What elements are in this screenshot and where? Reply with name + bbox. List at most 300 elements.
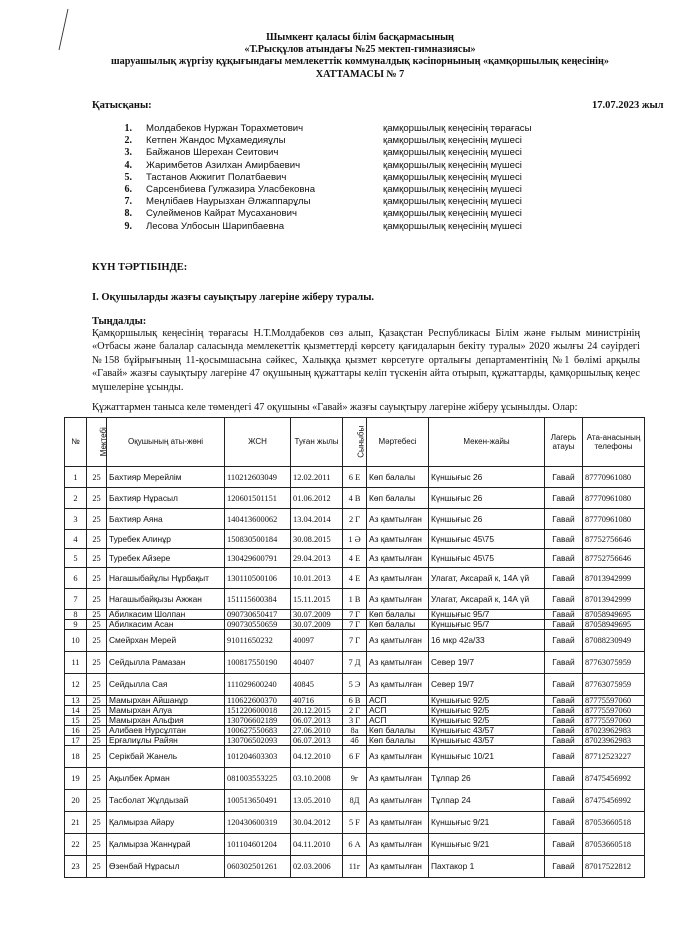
- row-number: 19: [65, 768, 87, 790]
- birth-date: 13.05.2010: [291, 790, 343, 812]
- body-paragraph-2: Құжаттармен таныса келе төмендегі 47 оқушыны «Гавай» жазғы сауықтыру лагеріне жіберу ұсынылды. Олар:: [92, 402, 578, 413]
- birth-date: 40407: [291, 652, 343, 674]
- status: Аз қамтылған: [367, 746, 429, 768]
- participant-number: 1.: [124, 123, 132, 134]
- row-number: 9: [65, 620, 87, 630]
- parent-phone: 87775597060: [583, 696, 645, 706]
- birth-date: 30.07.2009: [291, 620, 343, 630]
- table-row: [65, 834, 645, 856]
- row-school: 25: [87, 467, 107, 488]
- camp: Гавай: [545, 716, 583, 726]
- table-row: [65, 530, 645, 549]
- participant-row: [118, 147, 588, 159]
- row-number: 10: [65, 630, 87, 652]
- birth-date: 10.01.2013: [291, 568, 343, 589]
- participant-name: Байжанов Шерехан Сеитович: [146, 147, 279, 159]
- row-number: 7: [65, 589, 87, 610]
- camp: Гавай: [545, 736, 583, 746]
- class: 6 Е: [343, 467, 367, 488]
- participant-role: қамқоршылық кеңесінің мүшесі: [383, 183, 522, 195]
- parent-phone: 87763075959: [583, 674, 645, 696]
- participant-row: [118, 221, 588, 233]
- address: Күншығыс 10/21: [429, 746, 545, 768]
- row-school: 25: [87, 589, 107, 610]
- row-number: 21: [65, 812, 87, 834]
- table-row: [65, 856, 645, 878]
- row-number: 15: [65, 716, 87, 726]
- participant-role: қамқоршылық кеңесінің мүшесі: [383, 159, 522, 171]
- class: 1 Ә: [343, 530, 367, 549]
- student-iin: 111029600240: [225, 674, 291, 696]
- row-school: 25: [87, 630, 107, 652]
- birth-date: 40845: [291, 674, 343, 696]
- document-date: 17.07.2023 жыл: [592, 100, 664, 111]
- row-school: 25: [87, 726, 107, 736]
- address: Тұлпар 26: [429, 768, 545, 790]
- student-iin: 91011650232: [225, 630, 291, 652]
- col-header-name: Оқушының аты-жөні: [107, 418, 225, 467]
- status: Көп балалы: [367, 467, 429, 488]
- row-number: 3: [65, 509, 87, 530]
- table-row: [65, 630, 645, 652]
- status: АСП: [367, 706, 429, 716]
- participant-role: қамқоршылық кеңесінің мүшесі: [383, 171, 522, 183]
- row-number: 13: [65, 696, 87, 706]
- participant-row: [118, 172, 588, 184]
- address: Күншығыс 45\75: [429, 530, 545, 549]
- birth-date: 30.04.2012: [291, 812, 343, 834]
- status: Аз қамтылған: [367, 630, 429, 652]
- address: Күншығыс 9/21: [429, 812, 545, 834]
- participant-number: 3.: [124, 147, 132, 159]
- student-iin: 101104601204: [225, 834, 291, 856]
- student-name: Абилкасим Шолпан: [107, 610, 225, 620]
- student-name: Алибаев Нурсұлтан: [107, 726, 225, 736]
- participant-row: [118, 160, 588, 172]
- class: 6 В: [343, 696, 367, 706]
- row-school: 25: [87, 736, 107, 746]
- students-table: [64, 417, 645, 878]
- student-name: Ақылбек Арман: [107, 768, 225, 790]
- participant-number: 7.: [124, 196, 132, 208]
- class: 4б: [343, 736, 367, 746]
- birth-date: 30.07.2009: [291, 610, 343, 620]
- camp: Гавай: [545, 674, 583, 696]
- birth-date: 40097: [291, 630, 343, 652]
- participant-name: Сарсенбиева Гулжазира Уласбековна: [146, 183, 316, 195]
- camp: Гавай: [545, 549, 583, 568]
- birth-date: 13.04.2014: [291, 509, 343, 530]
- address: 16 мкр 42а/33: [429, 630, 545, 652]
- row-school: 25: [87, 768, 107, 790]
- camp: Гавай: [545, 834, 583, 856]
- table-body: [65, 467, 645, 878]
- row-number: 20: [65, 790, 87, 812]
- birth-date: 12.02.2011: [291, 467, 343, 488]
- student-iin: 100513650491: [225, 790, 291, 812]
- birth-date: 06.07.2013: [291, 716, 343, 726]
- birth-date: 20.12.2015: [291, 706, 343, 716]
- status: Көп балалы: [367, 736, 429, 746]
- student-name: Қалмырза Жаннұрай: [107, 834, 225, 856]
- birth-date: 04.11.2010: [291, 834, 343, 856]
- table-row: [65, 726, 645, 736]
- camp: Гавай: [545, 746, 583, 768]
- participant-name: Меңлібаев Наурызхан Әлжаппарұлы: [146, 196, 311, 208]
- student-name: Серікбай Жанель: [107, 746, 225, 768]
- student-name: Тасболат Жұлдызай: [107, 790, 225, 812]
- parent-phone: 87775597060: [583, 716, 645, 726]
- birth-date: 02.03.2006: [291, 856, 343, 878]
- row-school: 25: [87, 706, 107, 716]
- table-row: [65, 790, 645, 812]
- student-iin: 110622600370: [225, 696, 291, 706]
- row-number: 8: [65, 610, 87, 620]
- status: Аз қамтылған: [367, 768, 429, 790]
- camp: Гавай: [545, 652, 583, 674]
- birth-date: 06.07.2013: [291, 736, 343, 746]
- student-name: Туребек Айзере: [107, 549, 225, 568]
- col-header-birthdate: Туған жылы: [291, 418, 343, 467]
- row-school: 25: [87, 610, 107, 620]
- row-number: 17: [65, 736, 87, 746]
- class: 7 Г: [343, 610, 367, 620]
- row-school: 25: [87, 568, 107, 589]
- row-number: 12: [65, 674, 87, 696]
- row-school: 25: [87, 812, 107, 834]
- parent-phone: 87770961080: [583, 488, 645, 509]
- table-row: [65, 736, 645, 746]
- birth-date: 27.06.2010: [291, 726, 343, 736]
- address: Күншығыс 92/5: [429, 696, 545, 706]
- student-name: Мамырхан Альфия: [107, 716, 225, 726]
- birth-date: 29.04.2013: [291, 549, 343, 568]
- header-line-2: «Т.Рысқұлов атындағы №25 мектеп-гимназиясы»: [244, 44, 476, 55]
- row-school: 25: [87, 674, 107, 696]
- class: 5 F: [343, 812, 367, 834]
- class: 9г: [343, 768, 367, 790]
- camp: Гавай: [545, 589, 583, 610]
- participant-number: 8.: [124, 208, 132, 220]
- class: 7 Д: [343, 652, 367, 674]
- camp: Гавай: [545, 467, 583, 488]
- class: 6 А: [343, 834, 367, 856]
- status: Көп балалы: [367, 620, 429, 630]
- row-number: 18: [65, 746, 87, 768]
- table-row: [65, 488, 645, 509]
- table-row: [65, 467, 645, 488]
- camp: Гавай: [545, 768, 583, 790]
- student-name: Мамырхан Алуа: [107, 706, 225, 716]
- table-row: [65, 716, 645, 726]
- row-school: 25: [87, 790, 107, 812]
- student-name: Абилкасим Асан: [107, 620, 225, 630]
- student-iin: 090730550659: [225, 620, 291, 630]
- parent-phone: 87013942999: [583, 568, 645, 589]
- participant-number: 9.: [124, 220, 132, 232]
- student-name: Сейдылла Рамазан: [107, 652, 225, 674]
- birth-date: 30.08.2015: [291, 530, 343, 549]
- parent-phone: 87013942999: [583, 589, 645, 610]
- class: 2 Г: [343, 706, 367, 716]
- participant-role: қамқоршылық кеңесінің мүшесі: [383, 196, 522, 208]
- participant-number: 6.: [124, 183, 132, 195]
- parent-phone: 87712523227: [583, 746, 645, 768]
- camp: Гавай: [545, 856, 583, 878]
- col-header-iin: ЖСН: [225, 418, 291, 467]
- student-iin: 130706602189: [225, 716, 291, 726]
- class: 4 Е: [343, 549, 367, 568]
- table-row: [65, 696, 645, 706]
- camp: Гавай: [545, 610, 583, 620]
- status: Аз қамтылған: [367, 790, 429, 812]
- parent-phone: 87017522812: [583, 856, 645, 878]
- status: Аз қамтылған: [367, 530, 429, 549]
- row-number: 11: [65, 652, 87, 674]
- parent-phone: 87058949695: [583, 620, 645, 630]
- participant-name: Кетпен Жандос Мұхамедияұлы: [146, 135, 286, 147]
- table-row: [65, 674, 645, 696]
- heard-label: Тыңдалды:: [92, 316, 147, 327]
- row-number: 23: [65, 856, 87, 878]
- camp: Гавай: [545, 630, 583, 652]
- class: 5 Э: [343, 674, 367, 696]
- status: Аз қамтылған: [367, 856, 429, 878]
- student-name: Өзенбай Нұрасыл: [107, 856, 225, 878]
- student-iin: 130429600791: [225, 549, 291, 568]
- status: Аз қамтылған: [367, 812, 429, 834]
- class: 8а: [343, 726, 367, 736]
- table-row: [65, 746, 645, 768]
- pen-mark-icon: [56, 8, 70, 52]
- parent-phone: 87770961080: [583, 467, 645, 488]
- birth-date: 01.06.2012: [291, 488, 343, 509]
- student-name: Бахтияр Аяна: [107, 509, 225, 530]
- student-iin: 090730650417: [225, 610, 291, 620]
- row-school: 25: [87, 652, 107, 674]
- student-name: Ерғалиұлы Райян: [107, 736, 225, 746]
- status: Аз қамтылған: [367, 834, 429, 856]
- camp: Гавай: [545, 530, 583, 549]
- body-paragraph: Қамқоршылық кеңесінің төрағасы Н.Т.Молдабеков сөз алып, Қазақстан Республикасы Білім және ғылым министрінің «Отбасы және балалар саласында мемлекеттік қызметтерді көрсету қағидаларын бекіту туралы» 2020 жылғы 24 сәуірдегі №158 бұйрығының 11-қосымшасына сәйкес, Халыққа қызмет көрсетуге орталығы департаментінің №1 бөлімі арқылы «Гавай» жазғы сауықтыру лагеріне 47 оқушының құжаттары келіп түскенін айта отырып, құжаттарды, қамқоршылық кеңес мүшелеріне ұсынды.: [92, 328, 640, 393]
- parent-phone: 87053660518: [583, 834, 645, 856]
- camp: Гавай: [545, 509, 583, 530]
- participant-name: Сулейменов Кайрат Мусаханович: [146, 208, 297, 220]
- student-iin: 060302501261: [225, 856, 291, 878]
- camp: Гавай: [545, 568, 583, 589]
- student-iin: 150830500184: [225, 530, 291, 549]
- parent-phone: 87475456992: [583, 768, 645, 790]
- address: Күншығыс 26: [429, 467, 545, 488]
- student-name: Бахтияр Нұрасыл: [107, 488, 225, 509]
- status: АСП: [367, 716, 429, 726]
- address: Күншығыс 43/57: [429, 726, 545, 736]
- camp: Гавай: [545, 706, 583, 716]
- student-name: Бахтияр Мерейлім: [107, 467, 225, 488]
- address: Улагат, Аксарай к, 14А үй: [429, 568, 545, 589]
- address: Север 19/7: [429, 652, 545, 674]
- header-line-3: шаруашылық жүргізу құқығындағы мемлекеттік коммуналдық кәсіпорнының «қамқоршылық кеңесінің»: [111, 56, 609, 67]
- table-row: [65, 706, 645, 716]
- row-school: 25: [87, 716, 107, 726]
- col-header-class: [343, 418, 367, 467]
- student-iin: 151115600384: [225, 589, 291, 610]
- participant-row: [118, 123, 588, 135]
- agenda-item-1: І. Оқушыларды жазғы сауықтыру лагеріне жіберу туралы.: [92, 292, 375, 303]
- birth-date: 04.12.2010: [291, 746, 343, 768]
- parent-phone: 87053660518: [583, 812, 645, 834]
- camp: Гавай: [545, 812, 583, 834]
- student-iin: 120601501151: [225, 488, 291, 509]
- class: 6 F: [343, 746, 367, 768]
- participant-number: 5.: [124, 171, 132, 183]
- student-iin: 081003553225: [225, 768, 291, 790]
- row-number: 5: [65, 549, 87, 568]
- address: Күншығыс 26: [429, 509, 545, 530]
- camp: Гавай: [545, 488, 583, 509]
- address: Күншығыс 95/7: [429, 620, 545, 630]
- student-iin: 130110500106: [225, 568, 291, 589]
- status: АСП: [367, 696, 429, 706]
- student-iin: 100817550190: [225, 652, 291, 674]
- class: 4 В: [343, 488, 367, 509]
- birth-date: 40716: [291, 696, 343, 706]
- class: 7 Г: [343, 620, 367, 630]
- camp: Гавай: [545, 696, 583, 706]
- parent-phone: 87752756646: [583, 530, 645, 549]
- participant-row: [118, 208, 588, 220]
- student-iin: 100627550683: [225, 726, 291, 736]
- class: 11г: [343, 856, 367, 878]
- address: Тұлпар 24: [429, 790, 545, 812]
- participant-role: қамқоршылық кеңесінің мүшесі: [383, 220, 522, 232]
- row-number: 14: [65, 706, 87, 716]
- col-header-school: [87, 418, 107, 467]
- table-row: [65, 652, 645, 674]
- row-school: 25: [87, 746, 107, 768]
- student-name: Сейдылла Сая: [107, 674, 225, 696]
- row-school: 25: [87, 549, 107, 568]
- row-number: 22: [65, 834, 87, 856]
- student-iin: 120430600319: [225, 812, 291, 834]
- participant-name: Тастанов Акжигит Полатбаевич: [146, 171, 287, 183]
- table-row: [65, 812, 645, 834]
- student-iin: 110212603049: [225, 467, 291, 488]
- table-row: [65, 610, 645, 620]
- status: Аз қамтылған: [367, 652, 429, 674]
- student-name: Нагашыбайқызы Ажжан: [107, 589, 225, 610]
- row-school: 25: [87, 620, 107, 630]
- participant-number: 4.: [124, 159, 132, 171]
- table-row: [65, 509, 645, 530]
- status: Аз қамтылған: [367, 589, 429, 610]
- participants-list: [118, 123, 588, 233]
- student-name: Нагашыбайұлы Нұрбақыт: [107, 568, 225, 589]
- class: 1 В: [343, 589, 367, 610]
- camp: Гавай: [545, 620, 583, 630]
- address: Күншығыс 92/5: [429, 706, 545, 716]
- row-school: 25: [87, 509, 107, 530]
- parent-phone: 87023962983: [583, 736, 645, 746]
- participants-label: Қатысқаны:: [92, 100, 152, 111]
- col-header-address: Мекен-жайы: [429, 418, 545, 467]
- participant-name: Жаримбетов Азилхан Амирбаевич: [146, 159, 301, 171]
- parent-phone: 87763075959: [583, 652, 645, 674]
- parent-phone: 87775597060: [583, 706, 645, 716]
- address: Күншығыс 45\75: [429, 549, 545, 568]
- student-iin: 151220600018: [225, 706, 291, 716]
- class: 2 Г: [343, 509, 367, 530]
- parent-phone: 87752756646: [583, 549, 645, 568]
- row-number: 6: [65, 568, 87, 589]
- col-header-camp: Лагерь атауы: [545, 418, 583, 467]
- participant-role: қамқоршылық кеңесінің мүшесі: [383, 208, 522, 220]
- participant-role: қамқоршылық кеңесінің мүшесі: [383, 135, 522, 147]
- class: 8Д: [343, 790, 367, 812]
- table-row: [65, 568, 645, 589]
- student-name: Туребек Алинұр: [107, 530, 225, 549]
- row-number: 1: [65, 467, 87, 488]
- student-iin: 130706502093: [225, 736, 291, 746]
- address: Күншығыс 92/5: [429, 716, 545, 726]
- student-iin: 140413600062: [225, 509, 291, 530]
- col-header-number: №: [65, 418, 87, 467]
- row-number: 4: [65, 530, 87, 549]
- col-header-status: Мәртебесі: [367, 418, 429, 467]
- status: Көп балалы: [367, 610, 429, 620]
- student-iin: 101204603303: [225, 746, 291, 768]
- table-header-row: [65, 418, 645, 467]
- status: Аз қамтылған: [367, 568, 429, 589]
- col-header-class-label: Сыныбы: [356, 425, 366, 459]
- parent-phone: 87023962983: [583, 726, 645, 736]
- agenda-title: КҮН ТӘРТІБІНДЕ:: [92, 262, 188, 273]
- status: Аз қамтылған: [367, 549, 429, 568]
- parent-phone: 87088230949: [583, 630, 645, 652]
- student-name: Смейрхан Мерей: [107, 630, 225, 652]
- parent-phone: 87770961080: [583, 509, 645, 530]
- row-school: 25: [87, 834, 107, 856]
- parent-phone: 87058949695: [583, 610, 645, 620]
- address: Күншығыс 95/7: [429, 610, 545, 620]
- table-row: [65, 549, 645, 568]
- class: 7 Г: [343, 630, 367, 652]
- camp: Гавай: [545, 726, 583, 736]
- address: Север 19/7: [429, 674, 545, 696]
- participant-role: қамқоршылық кеңесінің мүшесі: [383, 147, 522, 159]
- participant-role: қамқоршылық кеңесінің төрағасы: [383, 123, 532, 134]
- camp: Гавай: [545, 790, 583, 812]
- address: Күншығыс 43/57: [429, 736, 545, 746]
- participant-name: Молдабеков Нуржан Торахметович: [146, 123, 304, 134]
- class: 3 Г: [343, 716, 367, 726]
- row-school: 25: [87, 488, 107, 509]
- row-school: 25: [87, 856, 107, 878]
- row-number: 16: [65, 726, 87, 736]
- participant-name: Лесова Улбосын Шарипбаевна: [146, 220, 285, 232]
- status: Аз қамтылған: [367, 509, 429, 530]
- participant-number: 2.: [124, 135, 132, 147]
- status: Көп балалы: [367, 488, 429, 509]
- table-row: [65, 589, 645, 610]
- row-school: 25: [87, 530, 107, 549]
- status: Аз қамтылған: [367, 674, 429, 696]
- student-name: Қалмырза Айару: [107, 812, 225, 834]
- row-number: 2: [65, 488, 87, 509]
- status: Көп балалы: [367, 726, 429, 736]
- participant-row: [118, 135, 588, 147]
- address: Күншығыс 26: [429, 488, 545, 509]
